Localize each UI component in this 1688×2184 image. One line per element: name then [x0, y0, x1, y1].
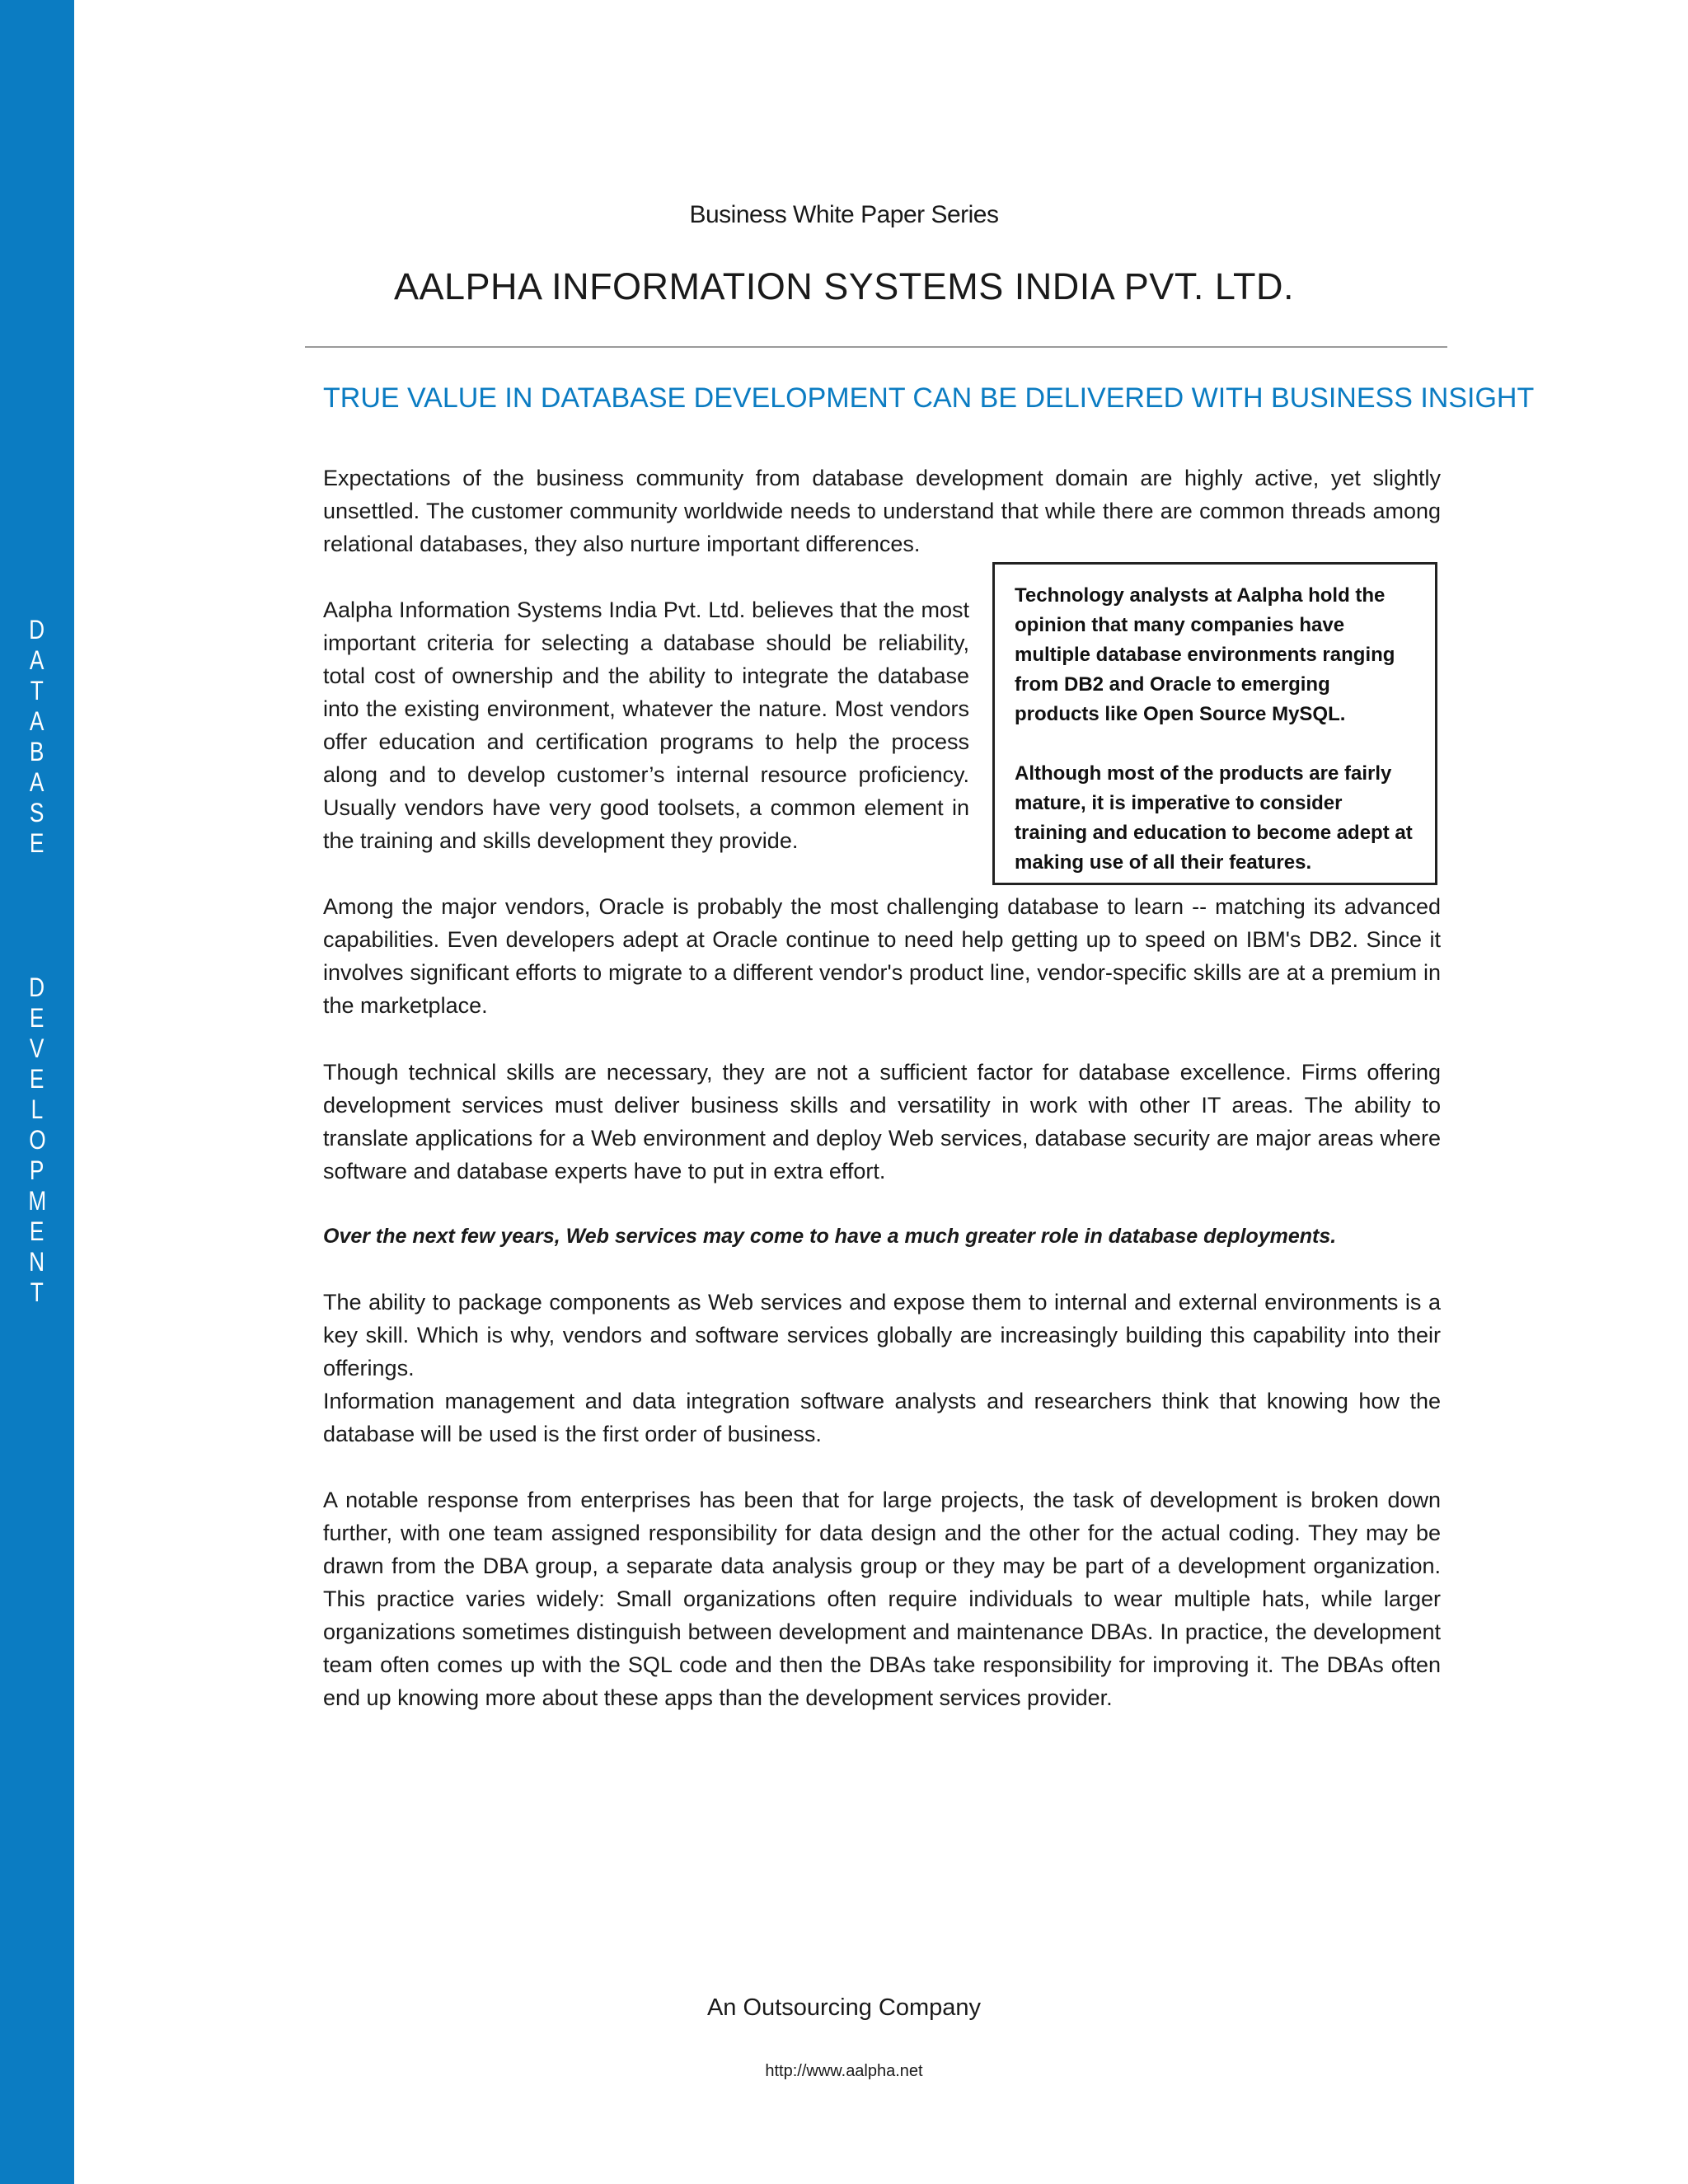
sidebar-letter: N: [29, 1247, 45, 1277]
sidebar-letter: A: [30, 767, 45, 797]
sidebar-letter: E: [30, 828, 45, 858]
sidebar-letter: A: [30, 645, 45, 675]
company-name: AALPHA INFORMATION SYSTEMS INDIA PVT. LTD.: [393, 265, 1295, 307]
sidebar-letter: L: [30, 1094, 44, 1124]
header-divider: [305, 346, 1447, 348]
paragraph-emphasis: Over the next few years, Web services may come to have a much greater role in database deployments.: [323, 1225, 1337, 1248]
paragraph-skills: Though technical skills are necessary, they are not a sufficient factor for database excellence. Firms offering development services must deliver business skills and versatility in work with other IT areas. The ability to translate applications for a Web environment and deploy Web services, database security are major areas where software and database experts have to put in extra effort.: [323, 1060, 1441, 1183]
sidebar-word-database: [0, 615, 74, 859]
sidebar-letter: E: [30, 1064, 45, 1094]
paragraph-intro: Expectations of the business community from database development domain are highly active, yet slightly unsettled. The customer community worldwide needs to understand that while there are common threads among relational databases, they also nurture important differences.: [323, 466, 1441, 556]
sidebar-letter: T: [30, 1277, 45, 1307]
paragraph-vendors: Among the major vendors, Oracle is probably the most challenging database to learn -- matching its advanced capabilities. Even developers adept at Oracle continue to need help getting up to speed on IBM's DB2. Since it involves significant efforts to migrate to a different vendor's product line, vendor-specific skills are at a premium in the marketplace.: [323, 894, 1441, 1018]
sidebar-letter: V: [30, 1033, 45, 1063]
paragraph-criteria: Aalpha Information Systems India Pvt. Ltd. believes that the most important criteria for selecting a database should be reliability, total cost of ownership and the ability to integrate the database into the existing environment, whatever the nature. Most vendors offer education and certification programs to help the process along and to develop customer’s internal resource proficiency. Usually vendors have very good toolsets, a common element in the training and skills development they provide.: [323, 598, 969, 853]
footer-tagline: An Outsourcing Company: [706, 1994, 982, 2021]
sidebar-letter: M: [28, 1186, 46, 1216]
sidebar-letter: E: [30, 1003, 45, 1033]
sidebar-letter: B: [30, 737, 45, 766]
sidebar-letter: O: [28, 1125, 46, 1155]
sidebar-word-development: [0, 972, 74, 1308]
article-heading: TRUE VALUE IN DATABASE DEVELOPMENT CAN BE DELIVERED WITH BUSINESS INSIGHT: [323, 382, 1535, 414]
sidebar-band: [0, 0, 74, 2184]
sidebar-letter: P: [30, 1155, 45, 1185]
sidebar-letter: E: [30, 1216, 45, 1246]
callout-paragraph-1: Technology analysts at Aalpha hold the opinion that many companies have multiple database environments ranging from DB2 and Oracle to emerging products like Open Source MySQL.: [1015, 584, 1395, 725]
paragraph-information-management: Information management and data integration software analysts and researchers think that knowing how the database will be used is the first order of business.: [323, 1389, 1441, 1446]
sidebar-letter: D: [29, 615, 45, 644]
paragraph-enterprises: A notable response from enterprises has been that for large projects, the task of development is broken down further, with one team assigned responsibility for data design and the other for the actual coding. They may be drawn from the DBA group, a separate data analysis group or they may be part of a development organization. This practice varies widely: Small organizations often require individuals to wear multiple hats, while larger organizations sometimes distinguish between development and maintenance DBAs. In practice, the development team often comes up with the SQL code and then the DBAs take responsibility for improving it. The DBAs often end up knowing more about these apps than the development services provider.: [323, 1488, 1441, 1710]
sidebar-letter: T: [30, 676, 45, 705]
footer-url: http://www.aalpha.net: [765, 2062, 923, 2080]
sidebar-letter: A: [30, 706, 45, 736]
sidebar-letter: D: [29, 972, 45, 1002]
sidebar-letter: S: [30, 798, 45, 827]
series-title: Business White Paper Series: [689, 201, 999, 228]
callout-box: [992, 562, 1437, 885]
paragraph-web-services: The ability to package components as Web services and expose them to internal and external environments is a key skill. Which is why, vendors and software services globally are increasingly building this capability into their offerings.: [323, 1290, 1441, 1380]
callout-paragraph-2: Although most of the products are fairly mature, it is imperative to consider training and education to become adept at making use of all their features.: [1015, 762, 1413, 874]
